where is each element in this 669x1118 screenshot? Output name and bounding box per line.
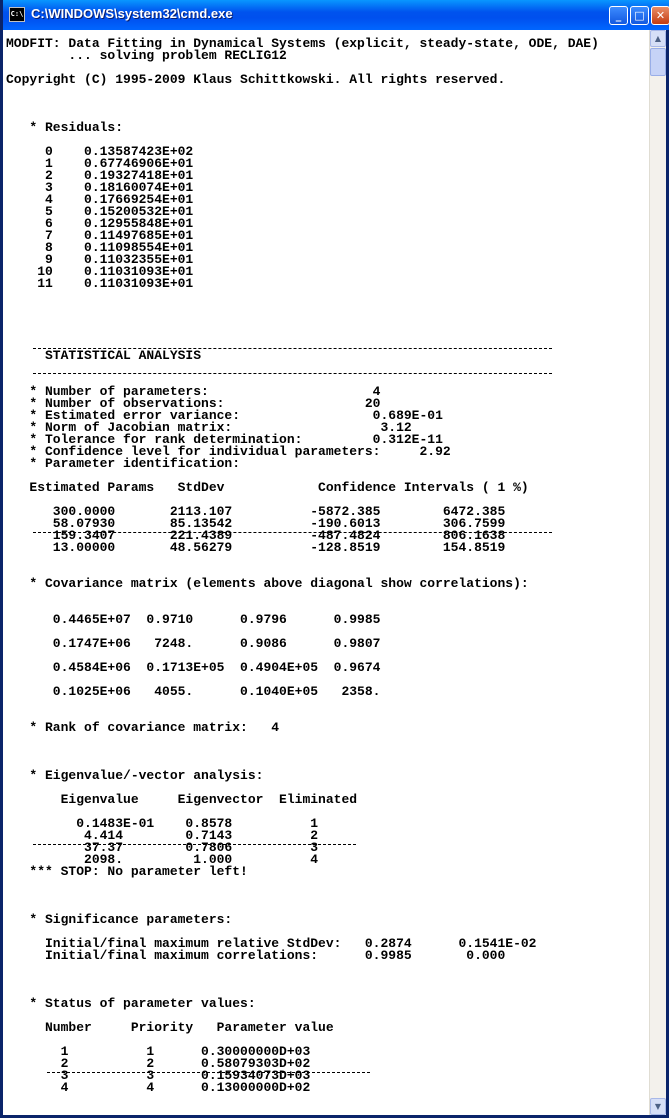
console-line: * Covariance matrix (elements above diagonal show correlations): (6, 576, 529, 591)
console-line: 13.00000 48.56279 -128.8519 154.8519 (6, 540, 506, 555)
separator-line (33, 373, 552, 374)
console-line: 7 0.11497685E+01 (6, 228, 194, 243)
console-line: 0.1483E-01 0.8578 1 (6, 816, 319, 831)
console-line: 5 0.15200532E+01 (6, 204, 194, 219)
console-line: 4 0.17669254E+01 (6, 192, 194, 207)
console-line: 0.1747E+06 7248. 0.9086 0.9807 (6, 636, 381, 651)
console-output[interactable] (6, 30, 649, 1115)
console-line: 1 1 0.30000000D+03 (6, 1044, 311, 1059)
console-line: 0.4584E+06 0.1713E+05 0.4904E+05 0.9674 (6, 660, 381, 675)
title-bar[interactable] (3, 0, 669, 30)
scroll-down-button[interactable]: ▼ (650, 1098, 666, 1115)
console-line: * Significance parameters: (6, 912, 233, 927)
console-line: 8 0.11098554E+01 (6, 240, 194, 255)
console-line: 4.414 0.7143 2 (6, 828, 319, 843)
console-line: 6 0.12955848E+01 (6, 216, 194, 231)
console-line: 1 0.67746906E+01 (6, 156, 194, 171)
console-line: * Confidence level for individual parameters: 2.92 (6, 444, 451, 459)
console-line: * Norm of Jacobian matrix: 3.12 (6, 420, 412, 435)
console-line: 2098. 1.000 4 (6, 852, 319, 867)
console-line: *** STOP: No parameter left! (6, 864, 248, 879)
console-line: 159.3407 221.4389 -487.4824 806.1638 (6, 528, 506, 543)
console-line: * Status of parameter values: (6, 996, 256, 1011)
console-line: Initial/final maximum relative StdDev: 0.2874 0.1541E-02 (6, 936, 537, 951)
console-line: 300.0000 2113.107 -5872.385 6472.385 (6, 504, 506, 519)
console-line: Eigenvalue Eigenvector Eliminated (6, 792, 358, 807)
window-title: C:\WINDOWS\system32\cmd.exe (31, 6, 233, 21)
console-line: * Rank of covariance matrix: 4 (6, 720, 280, 735)
console-line: 11 0.11031093E+01 (6, 276, 194, 291)
minimize-button[interactable]: _ (609, 6, 628, 25)
console-line: * Residuals: (6, 120, 124, 135)
console-line: 3 0.18160074E+01 (6, 180, 194, 195)
vertical-scrollbar[interactable] (649, 30, 666, 1115)
console-line: 9 0.11032355E+01 (6, 252, 194, 267)
console-line: * Number of parameters: 4 (6, 384, 381, 399)
console-line: * Parameter identification: (6, 456, 241, 471)
console-line: * Estimated error variance: 0.689E-01 (6, 408, 443, 423)
console-line: 37.37 0.7806 3 (6, 840, 319, 855)
console-line: ... solving problem RECLIG12 (6, 48, 287, 63)
console-line: 0.1025E+06 4055. 0.1040E+05 2358. (6, 684, 381, 699)
console-line: Number Priority Parameter value (6, 1020, 334, 1035)
console-line: MODFIT: Data Fitting in Dynamical Systems (explicit, steady-state, ODE, DAE) (6, 36, 599, 51)
console-line: 0.4465E+07 0.9710 0.9796 0.9985 (6, 612, 381, 627)
console-line: 2 2 0.58079303D+02 (6, 1056, 311, 1071)
console-line: * Number of observations: 20 (6, 396, 381, 411)
console-line: Copyright (C) 1995-2009 Klaus Schittkowski. All rights reserved. (6, 72, 506, 87)
console-line: 2 0.19327418E+01 (6, 168, 194, 183)
scroll-thumb[interactable] (650, 48, 666, 76)
console-line: 4 4 0.13000000D+02 (6, 1080, 311, 1095)
close-button[interactable]: ✕ (651, 6, 669, 25)
console-line: * Tolerance for rank determination: 0.312E-11 (6, 432, 443, 447)
console-line: 3 3 0.15934073D+03 (6, 1068, 311, 1083)
console-line: 58.07930 85.13542 -190.6013 306.7599 (6, 516, 506, 531)
console-line: 10 0.11031093E+01 (6, 264, 194, 279)
scroll-up-button[interactable]: ▲ (650, 30, 666, 47)
console-line: Estimated Params StdDev Confidence Intervals ( 1 %) (6, 480, 529, 495)
console-line: Initial/final maximum correlations: 0.9985 0.000 (6, 948, 506, 963)
maximize-button[interactable]: □ (630, 6, 649, 25)
cmd-icon[interactable]: C:\ (9, 7, 25, 22)
console-line: STATISTICAL ANALYSIS (6, 348, 202, 363)
console-line: 0 0.13587423E+02 (6, 144, 194, 159)
console-line: * Eigenvalue/-vector analysis: (6, 768, 264, 783)
